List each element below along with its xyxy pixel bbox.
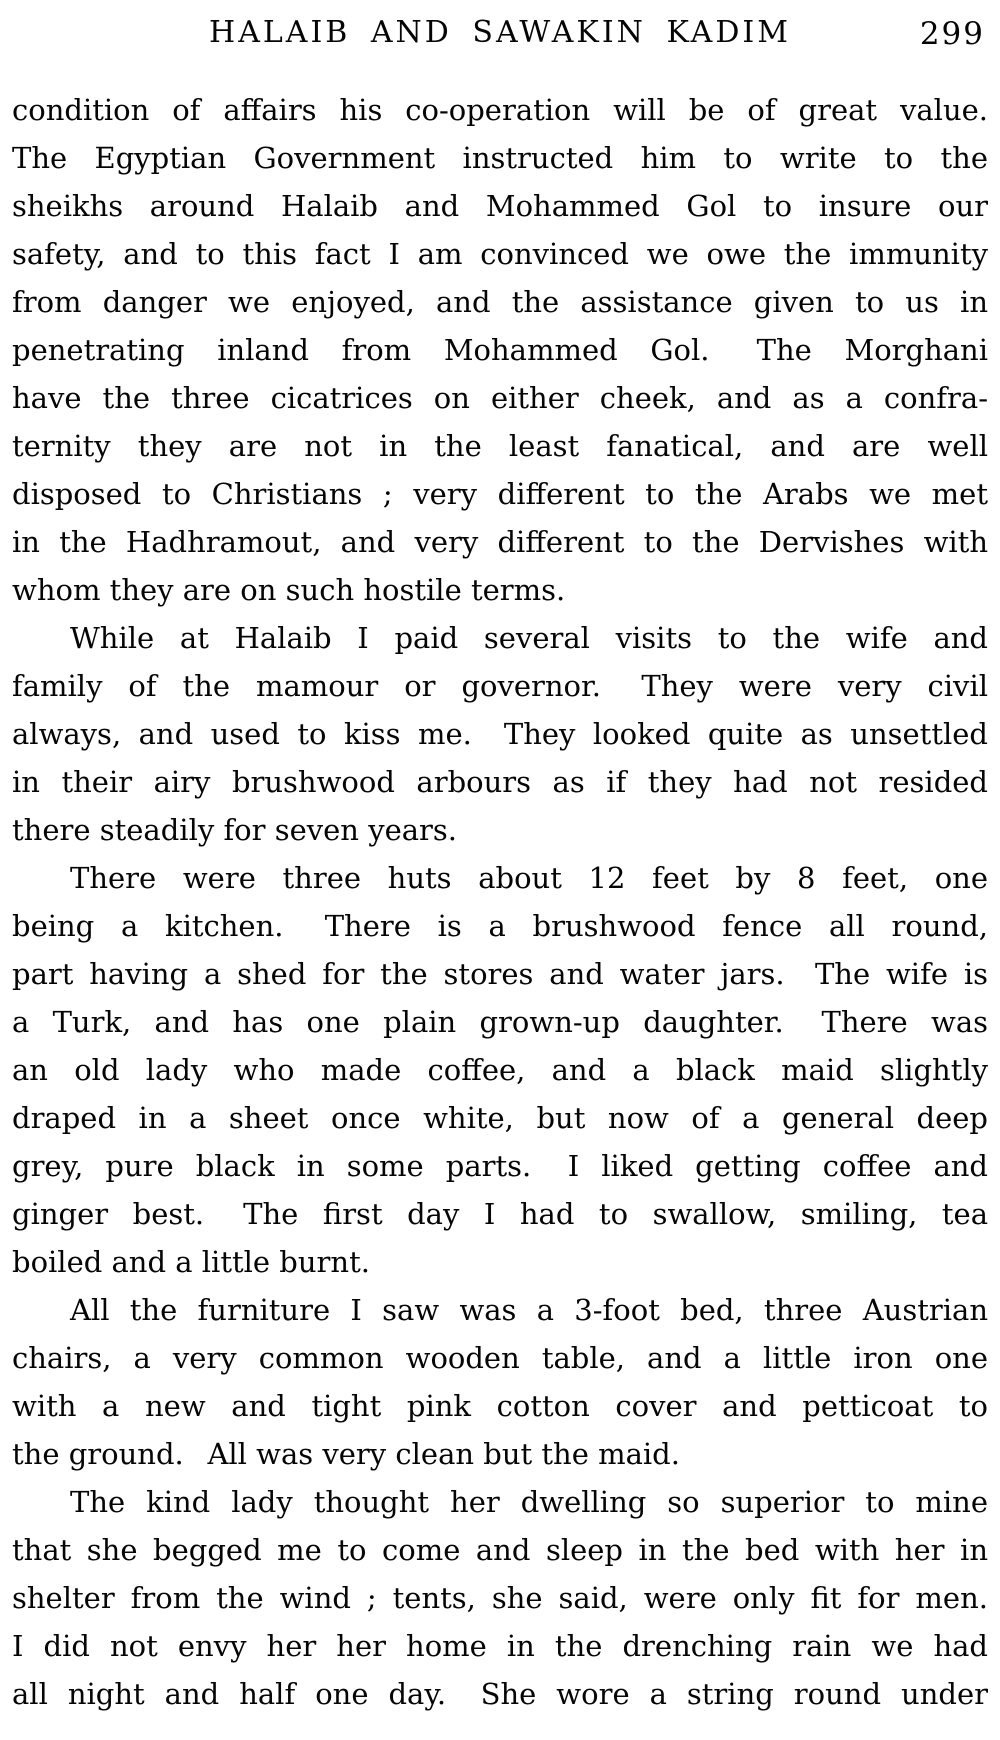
text-line: being a kitchen. There is a brushwood fence all round, (12, 909, 988, 943)
text-line: whom they are on such hostile terms. (12, 573, 566, 607)
text-line: there steadily for seven years. (12, 813, 457, 847)
text-line: penetrating inland from Mohammed Gol. The Morghani (12, 333, 988, 367)
paragraph (12, 1478, 988, 1718)
text-line: always, and used to kiss me. They looked quite as unsettled (12, 717, 988, 751)
text-line: ginger best. The first day I had to swallow, smiling, tea (12, 1197, 988, 1231)
text-line: ternity they are not in the least fanatical, and are well (12, 429, 988, 463)
text-line: that she begged me to come and sleep in the bed with her in (12, 1533, 988, 1567)
text-line: with a new and tight pink cotton cover and petticoat to (12, 1389, 988, 1423)
text-line: boiled and a little burnt. (12, 1245, 370, 1279)
text-line: shelter from the wind ; tents, she said, were only fit for men. (12, 1581, 988, 1615)
text-line: condition of affairs his co-operation will be of great value. (12, 93, 988, 127)
text-line: disposed to Christians ; very different to the Arabs we met (12, 477, 988, 511)
text-line: family of the mamour or governor. They were very civil (12, 669, 988, 703)
text-line: the ground. All was very clean but the maid. (12, 1437, 680, 1471)
paragraph (12, 614, 988, 854)
text-line: The kind lady thought her dwelling so superior to mine (70, 1485, 988, 1519)
text-line: part having a shed for the stores and water jars. The wife is (12, 957, 988, 991)
paragraph (12, 854, 988, 1286)
text-line: a Turk, and has one plain grown-up daughter. There was (12, 1005, 988, 1039)
text-line: The Egyptian Government instructed him to write to the (12, 141, 988, 175)
text-line: All the furniture I saw was a 3-foot bed, three Austrian (70, 1293, 988, 1327)
running-title: HALAIB AND SAWAKIN KADIM (209, 15, 791, 50)
paragraph (12, 86, 988, 614)
text-line: an old lady who made coffee, and a black maid slightly (12, 1053, 988, 1087)
text-line: have the three cicatrices on either cheek, and as a confra- (12, 381, 988, 415)
running-header (12, 14, 988, 52)
text-line: draped in a sheet once white, but now of a general deep (12, 1101, 988, 1135)
text-line: in their airy brushwood arbours as if they had not resided (12, 765, 988, 799)
text-line: all night and half one day. She wore a string round under (12, 1677, 988, 1711)
text-body (12, 86, 988, 1718)
text-line: sheikhs around Halaib and Mohammed Gol to insure our (12, 189, 988, 223)
page-number: 299 (919, 16, 985, 52)
text-line: safety, and to this fact I am convinced we owe the immunity (12, 237, 988, 271)
text-line: There were three huts about 12 feet by 8 feet, one (70, 861, 988, 895)
text-line: from danger we enjoyed, and the assistance given to us in (12, 285, 988, 319)
text-line: chairs, a very common wooden table, and a little iron one (12, 1341, 988, 1375)
text-line: grey, pure black in some parts. I liked getting coffee and (12, 1149, 988, 1183)
paragraph (12, 1286, 988, 1478)
text-line: in the Hadhramout, and very different to the Dervishes with (12, 525, 988, 559)
text-line: I did not envy her her home in the drenching rain we had (12, 1629, 988, 1663)
text-line: While at Halaib I paid several visits to the wife and (70, 621, 988, 655)
